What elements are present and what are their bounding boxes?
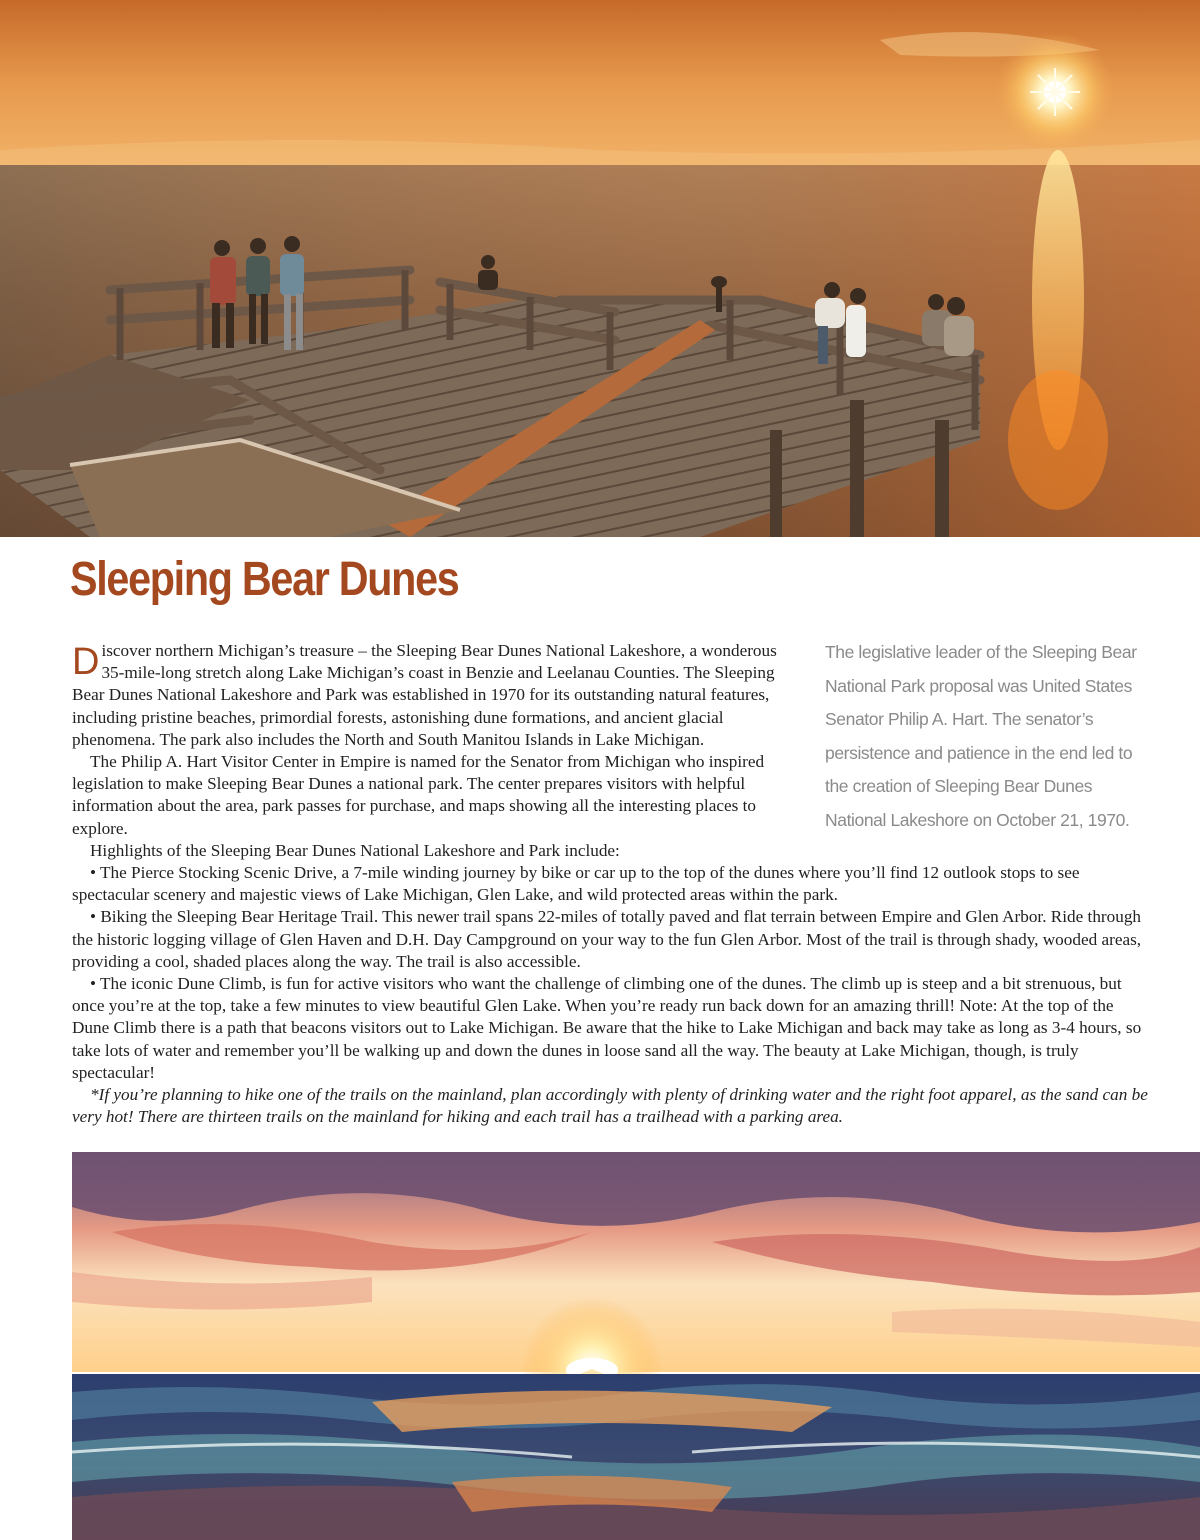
pull-quote: The legislative leader of the Sleeping Bear National Park proposal was United States Senator Philip A. Hart. The senator’s persistence and patience in the end led to the creation of Sleeping Bear Dunes National Lakeshore on October 21, 1970. [825, 642, 1137, 830]
highlight-heritage-trail: • Biking the Sleeping Bear Heritage Trail. This newer trail spans 22-miles of totally paved and flat terrain between Empire and Glen Arbor. Ride through the historic logging village of Glen Haven and D.H. Day Campground on your way to the fun Glen Arbor. Most of the trail is through shady, wooded areas, providing a cool, shaded places along the way. The trail is also accessible. [72, 907, 1142, 971]
visitor-center-paragraph: The Philip A. Hart Visitor Center in Empire is named for the Senator from Michigan who inspired legislation to make Sleeping Bear Dunes a national park. The center prepares visitors with helpful information about the area, park passes for purchase, and maps showing all the interesting places to explore. [72, 752, 765, 838]
highlight-dune-climb: • The iconic Dune Climb, is fun for active visitors who want the challenge of climbing one of the dunes. The climb up is steep and a bit strenuous, but once you’re at the top, take a few minutes to view beautiful Glen Lake. When you’re ready run back down for an amazing thrill! Note: At the top of the Dune Climb there is a path that beacons visitors out to Lake Michigan. Be aware that the hike to Lake Michigan and back may take as long as 3-4 hours, so take lots of water and remember you’ll be walking up and down the dunes in loose sand all the way. The beauty at Lake Michigan, though, is truly spectacular! [72, 974, 1142, 1082]
overlook-sunset-photo [0, 0, 1200, 537]
trail-note: *If you’re planning to hike one of the trails on the mainland, plan accordingly with plenty of drinking water and the right foot apparel, as the sand can be very hot! There are thirteen trails on the mainland for hiking and each trail has a trailhead with a parking area. [72, 1085, 1148, 1127]
intro-text: iscover northern Michigan’s treasure – the Sleeping Bear Dunes National Lakeshore, a wonderous 35-mile-long stretch along Lake Michigan’s coast in Benzie and Leelanau Counties. The Sleeping Bear Dunes National Lakeshore and Park was established in 1970 for its outstanding natural features, including pristine beaches, primordial forests, astonishing dune formations, and ancient glacial phenomena. The park also includes the North and South Manitou Islands in Lake Michigan. [72, 641, 777, 749]
drop-cap: D [72, 641, 100, 683]
page-title: Sleeping Bear Dunes [70, 553, 459, 606]
lake-sunset-illustration [72, 1152, 1200, 1540]
highlights-intro: Highlights of the Sleeping Bear Dunes National Lakeshore and Park include: [90, 840, 620, 860]
lake-sunset-photo [72, 1152, 1200, 1540]
highlight-scenic-drive: • The Pierce Stocking Scenic Drive, a 7-mile winding journey by bike or car up to the top of the dunes where you’ll find 12 outlook stops to see spectacular scenery and majestic views of Lake Michigan, Glen Lake, and wild protected areas within the park. [72, 863, 1080, 905]
overlook-sunset-illustration [0, 0, 1200, 537]
intro-paragraph [72, 640, 792, 751]
article-body [72, 640, 1148, 1128]
